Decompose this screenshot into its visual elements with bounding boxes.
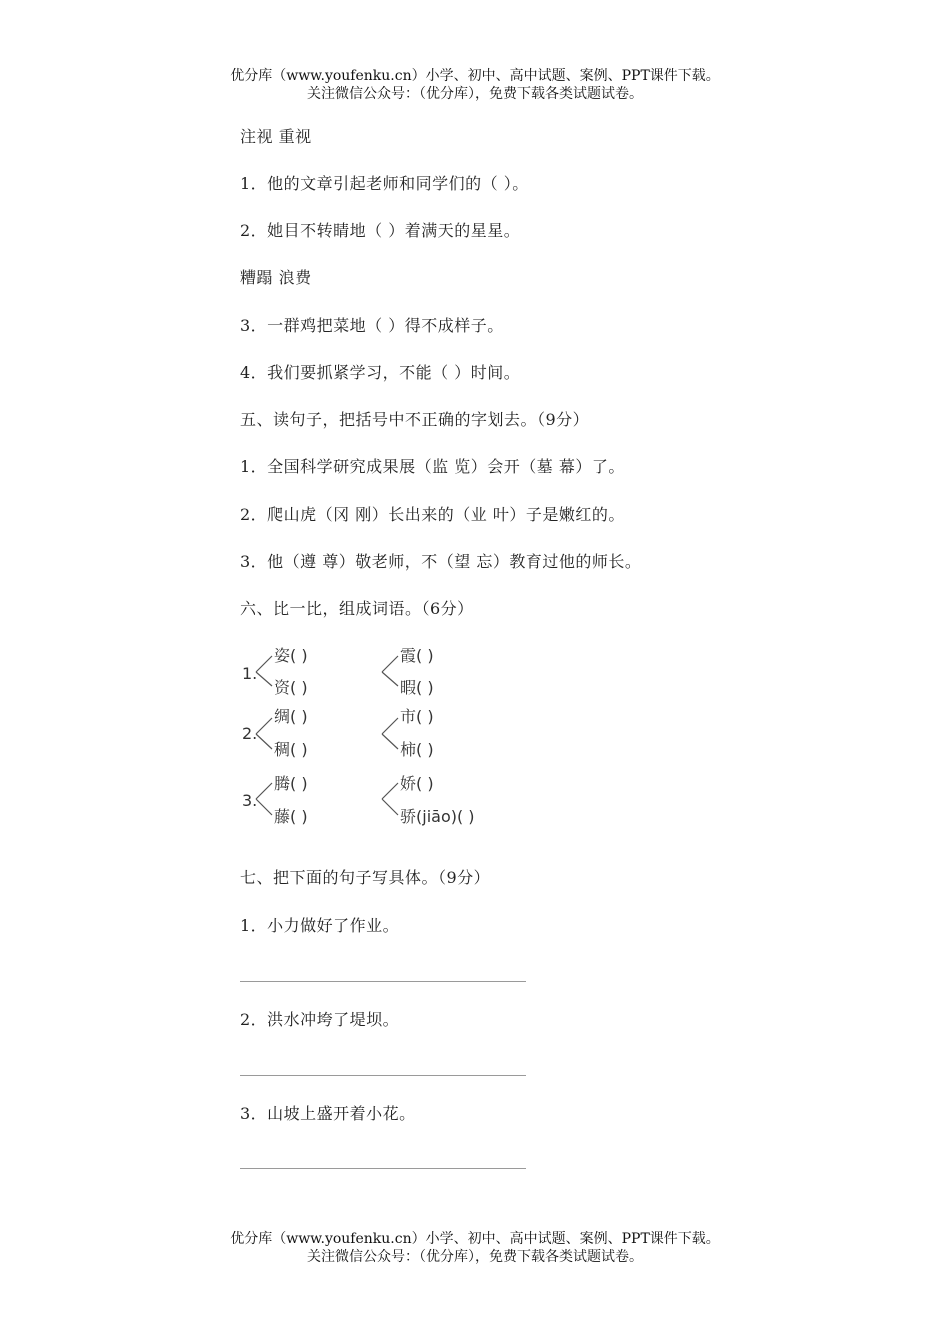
group-1-number: 1. bbox=[242, 664, 258, 683]
footer-line-1: 优分库（www.youfenku.cn）小学、初中、高中试题、案例、PPT课件下载。 bbox=[230, 1231, 720, 1247]
section-6-title: 六、比一比，组成词语。（6分） bbox=[240, 599, 474, 618]
section-7-item-3: 3．山坡上盛开着小花。 bbox=[240, 1104, 416, 1123]
group-2-number: 2. bbox=[242, 724, 258, 743]
group-1-word-a: 姿( ) bbox=[274, 646, 308, 665]
section-5-item-3: 3．他（遵 尊）敬老师，不（望 忘）教育过他的师长。 bbox=[240, 552, 642, 571]
question-2: 2．她目不转睛地（ ）着满天的星星。 bbox=[240, 221, 521, 240]
compare-word-figure bbox=[238, 638, 538, 834]
word-pair-2: 糟蹋 浪费 bbox=[240, 268, 312, 287]
section-5-title: 五、读句子，把括号中不正确的字划去。（9分） bbox=[240, 410, 590, 429]
group-2-word-d: 柿( ) bbox=[400, 740, 434, 759]
question-1: 1．他的文章引起老师和同学们的（ ）。 bbox=[240, 174, 529, 193]
group-2-word-b: 稠( ) bbox=[274, 740, 308, 759]
group-3-word-c: 娇( ) bbox=[400, 774, 434, 793]
answer-line-2[interactable] bbox=[240, 1075, 526, 1076]
question-4: 4．我们要抓紧学习，不能（ ）时间。 bbox=[240, 363, 521, 382]
page-footer bbox=[0, 1230, 950, 1266]
group-1-word-b: 资( ) bbox=[274, 678, 308, 697]
group-2-word-a: 绸( ) bbox=[274, 707, 308, 726]
group-1-word-c: 霞( ) bbox=[400, 646, 434, 665]
header-line-1: 优分库（www.youfenku.cn）小学、初中、高中试题、案例、PPT课件下载。 bbox=[230, 68, 720, 84]
group-3-word-d: 骄(jiāo)( ) bbox=[400, 807, 475, 826]
group-3-word-a: 腾( ) bbox=[274, 774, 308, 793]
group-3-number: 3. bbox=[242, 791, 258, 810]
section-7-item-1: 1．小力做好了作业。 bbox=[240, 916, 400, 935]
section-5-item-2: 2．爬山虎（冈 刚）长出来的（业 叶）子是嫩红的。 bbox=[240, 505, 625, 524]
group-2-word-c: 市( ) bbox=[400, 707, 434, 726]
answer-line-3[interactable] bbox=[240, 1168, 526, 1169]
section-5-item-1: 1．全国科学研究成果展（监 览）会开（墓 幕）了。 bbox=[240, 457, 625, 476]
section-7-title: 七、把下面的句子写具体。（9分） bbox=[240, 868, 491, 887]
answer-line-1[interactable] bbox=[240, 981, 526, 982]
group-3-word-b: 藤( ) bbox=[274, 807, 308, 826]
header-line-2: 关注微信公众号：（优分库），免费下载各类试题试卷。 bbox=[307, 86, 643, 102]
word-pair-1: 注视 重视 bbox=[240, 127, 312, 146]
section-7-item-2: 2．洪水冲垮了堤坝。 bbox=[240, 1010, 400, 1029]
footer-line-2: 关注微信公众号：（优分库），免费下载各类试题试卷。 bbox=[307, 1249, 643, 1265]
page-header bbox=[0, 67, 950, 103]
question-3: 3．一群鸡把菜地（ ）得不成样子。 bbox=[240, 316, 504, 335]
group-1-word-d: 暇( ) bbox=[400, 678, 434, 697]
